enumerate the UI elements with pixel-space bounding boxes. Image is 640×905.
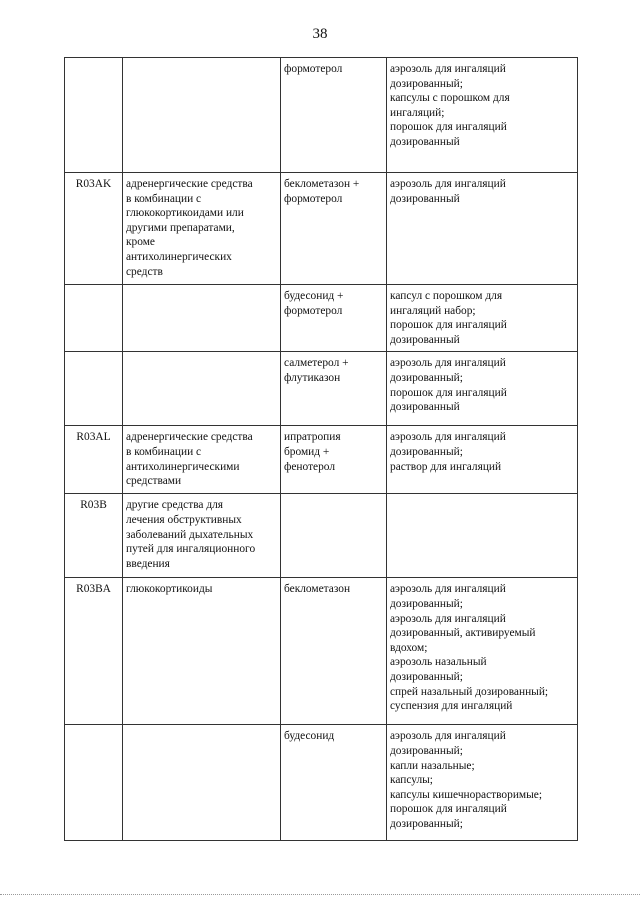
cell-text-line: путей для ингаляционного bbox=[126, 543, 256, 556]
table-row bbox=[65, 173, 578, 285]
cell-text-line: порошок для ингаляций bbox=[390, 121, 507, 134]
table-row bbox=[65, 578, 578, 725]
active-substance-cell bbox=[281, 725, 387, 841]
atc-code-cell bbox=[65, 173, 123, 285]
cell-text-line: глюкокортикоиды bbox=[126, 583, 213, 596]
cell-text-line: адренергические средства bbox=[126, 431, 253, 444]
atc-code-text: R03BA bbox=[76, 583, 111, 596]
active-substance-cell bbox=[281, 285, 387, 352]
active-substance-cell bbox=[281, 426, 387, 494]
cell-text-line: формотерол bbox=[284, 63, 343, 75]
cell-text-line: дозированный; bbox=[390, 77, 463, 90]
cell-text-line: раствор для ингаляций bbox=[390, 460, 502, 473]
cell-text-line: в комбинации с bbox=[126, 192, 202, 205]
cell-text-line: дозированный; bbox=[390, 670, 463, 683]
cell-text-line: другими препаратами, bbox=[126, 221, 235, 234]
cell-text-line: спрей назальный дозированный; bbox=[390, 685, 549, 698]
cell-text-line: аэрозоль назальный bbox=[390, 656, 487, 669]
cell-text-line: порошок для ингаляций bbox=[390, 319, 507, 332]
cell-text-line: формотерол bbox=[284, 192, 343, 205]
dosage-forms-cell bbox=[387, 58, 578, 173]
cell-text-line: бромид + bbox=[284, 445, 330, 458]
cell-text-line: лечения обструктивных bbox=[126, 513, 242, 526]
anatomical-therapeutic-group-cell bbox=[123, 285, 281, 352]
cell-text-line: капли назальные; bbox=[390, 759, 475, 772]
atc-code-text: R03AL bbox=[76, 431, 111, 444]
anatomical-therapeutic-group-cell bbox=[123, 173, 281, 285]
dosage-forms-cell bbox=[387, 352, 578, 426]
cell-text-line: будесонид bbox=[284, 730, 335, 743]
cell-text-line: дозированный bbox=[390, 192, 460, 205]
cell-text-line: суспензия для ингаляций bbox=[390, 700, 513, 713]
atc-code-cell bbox=[65, 58, 123, 173]
cell-text-line: дозированный bbox=[390, 401, 460, 414]
dosage-forms-cell bbox=[387, 725, 578, 841]
cell-text-line: дозированный, активируемый bbox=[390, 627, 536, 640]
cell-text-line: средствами bbox=[126, 475, 182, 488]
atc-code-cell bbox=[65, 578, 123, 725]
cell-text-line: капсулы кишечнорастворимые; bbox=[390, 788, 542, 801]
atc-code-text: R03B bbox=[80, 499, 107, 512]
cell-text-line: аэрозоль для ингаляций bbox=[390, 730, 506, 743]
table-row bbox=[65, 58, 578, 173]
cell-text-line: аэрозоль для ингаляций bbox=[390, 431, 506, 444]
cell-text-line: капсул с порошком для bbox=[390, 290, 503, 302]
drug-classification-table bbox=[64, 57, 578, 841]
cell-text-line: дозированный; bbox=[390, 371, 463, 384]
cell-text-line: ингаляций; bbox=[390, 106, 445, 119]
active-substance-cell bbox=[281, 352, 387, 426]
table-row bbox=[65, 725, 578, 841]
table-row bbox=[65, 352, 578, 426]
cell-text-line: формотерол bbox=[284, 304, 343, 317]
cell-text-line: фенотерол bbox=[284, 460, 336, 473]
cell-text-line: аэрозоль для ингаляций bbox=[390, 612, 506, 625]
cell-text-line: порошок для ингаляций bbox=[390, 386, 507, 399]
cell-text-line: кроме bbox=[126, 236, 155, 249]
cell-text-line: аэрозоль для ингаляций bbox=[390, 63, 506, 75]
cell-text-line: будесонид + bbox=[284, 290, 344, 302]
cell-text-line: флутиказон bbox=[284, 371, 341, 384]
atc-code-cell bbox=[65, 725, 123, 841]
active-substance-cell bbox=[281, 173, 387, 285]
page-number: 38 bbox=[312, 26, 328, 42]
active-substance-cell bbox=[281, 578, 387, 725]
cell-text-line: аэрозоль для ингаляций bbox=[390, 178, 506, 190]
cell-text-line: антихолинергическими bbox=[126, 460, 240, 473]
cell-text-line: беклометазон + bbox=[284, 178, 360, 190]
cell-text-line: капсулы с порошком для bbox=[390, 92, 510, 105]
dosage-forms-cell bbox=[387, 578, 578, 725]
anatomical-therapeutic-group-cell bbox=[123, 58, 281, 173]
anatomical-therapeutic-group-cell bbox=[123, 578, 281, 725]
cell-text-line: салметерол + bbox=[284, 357, 349, 370]
cell-text-line: капсулы; bbox=[390, 774, 433, 787]
cell-text-line: беклометазон bbox=[284, 583, 351, 596]
table-row bbox=[65, 285, 578, 352]
anatomical-therapeutic-group-cell bbox=[123, 426, 281, 494]
cell-text-line: введения bbox=[126, 557, 170, 570]
table-body bbox=[65, 58, 578, 841]
dosage-forms-cell bbox=[387, 285, 578, 352]
dosage-forms-cell bbox=[387, 494, 578, 578]
cell-text-line: дозированный bbox=[390, 333, 460, 346]
atc-code-cell bbox=[65, 426, 123, 494]
cell-text-line: антихолинергических bbox=[126, 250, 232, 263]
cell-text-line: глюкокортикоидами или bbox=[126, 207, 244, 220]
cell-text-line: дозированный; bbox=[390, 597, 463, 610]
cell-text-line: вдохом; bbox=[390, 641, 428, 654]
cell-text-line: средств bbox=[126, 265, 163, 278]
anatomical-therapeutic-group-cell bbox=[123, 725, 281, 841]
table-row bbox=[65, 426, 578, 494]
cell-text-line: аэрозоль для ингаляций bbox=[390, 357, 506, 370]
dosage-forms-cell bbox=[387, 426, 578, 494]
atc-code-cell bbox=[65, 494, 123, 578]
cell-text-line: дозированный; bbox=[390, 817, 463, 830]
table-row bbox=[65, 494, 578, 578]
cell-text-line: дозированный; bbox=[390, 744, 463, 757]
cell-text-line: аэрозоль для ингаляций bbox=[390, 583, 506, 596]
dosage-forms-cell bbox=[387, 173, 578, 285]
anatomical-therapeutic-group-cell bbox=[123, 352, 281, 426]
cell-text-line: адренергические средства bbox=[126, 178, 253, 190]
cell-text-line: ипратропия bbox=[284, 431, 341, 444]
atc-code-text: R03AK bbox=[75, 178, 112, 190]
active-substance-cell bbox=[281, 494, 387, 578]
cell-text-line: в комбинации с bbox=[126, 445, 202, 458]
atc-code-cell bbox=[65, 285, 123, 352]
cell-text-line: заболеваний дыхательных bbox=[126, 528, 254, 541]
anatomical-therapeutic-group-cell bbox=[123, 494, 281, 578]
cell-text-line: дозированный; bbox=[390, 445, 463, 458]
bottom-rule bbox=[0, 894, 640, 895]
active-substance-cell bbox=[281, 58, 387, 173]
cell-text-line: порошок для ингаляций bbox=[390, 803, 507, 816]
cell-text-line: ингаляций набор; bbox=[390, 304, 476, 317]
atc-code-cell bbox=[65, 352, 123, 426]
cell-text-line: другие средства для bbox=[126, 499, 224, 512]
cell-text-line: дозированный bbox=[390, 135, 460, 148]
